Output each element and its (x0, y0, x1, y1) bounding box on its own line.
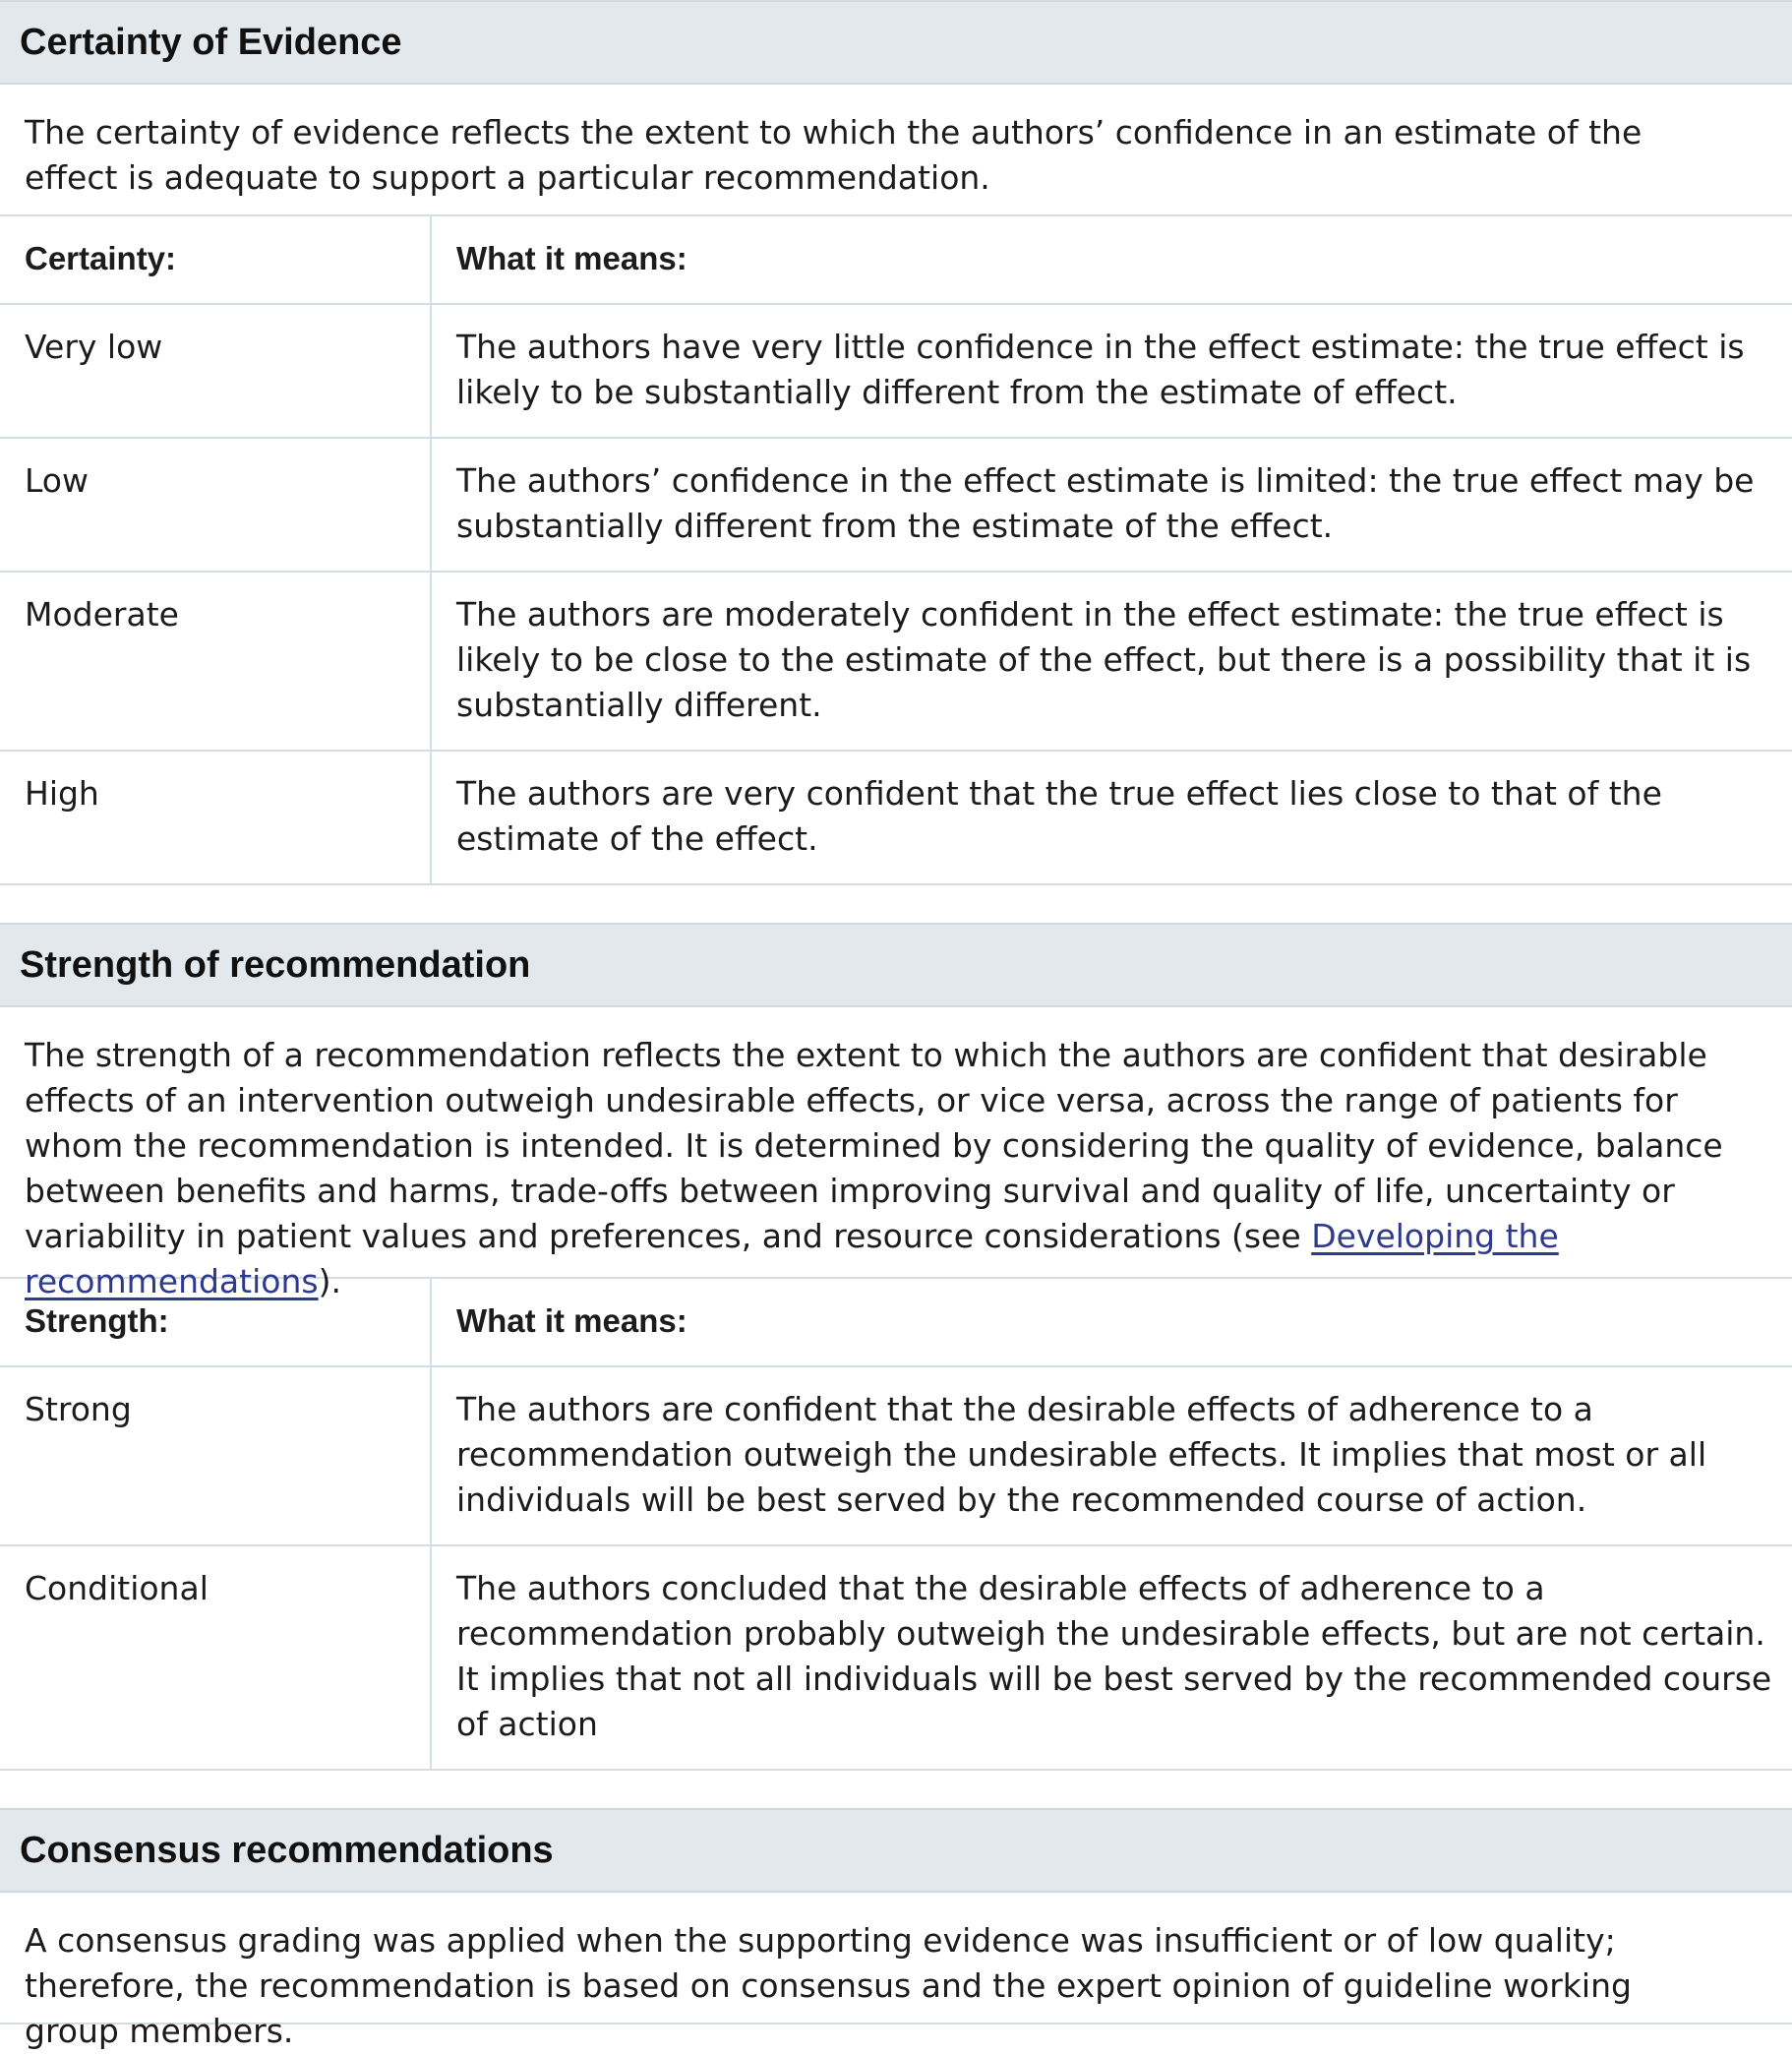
strength-intro-end: ). (318, 1262, 341, 1300)
certainty-level: High (0, 752, 432, 883)
consensus-intro: A consensus grading was applied when the supporting evidence was insufficient or of low quality; therefore, the recommendation is based on consensus and the expert opinion of guideline working group members. (0, 1893, 1792, 2024)
table-row (0, 573, 1792, 752)
table-row (0, 752, 1792, 885)
section-gap (0, 1771, 1792, 1808)
certainty-meaning: The authors have very little confidence in the effect estimate: the true effect is likely to be substantially different from the estimate of effect. (456, 328, 1745, 411)
strength-heading: Strength of recommendation (0, 923, 1792, 1007)
strength-level: Strong (0, 1367, 432, 1544)
certainty-meaning: The authors are very confident that the true effect lies close to that of the estimate of the effect. (456, 774, 1662, 858)
table-row (0, 1367, 1792, 1546)
certainty-intro: The certainty of evidence reflects the extent to which the authors’ confidence in an estimate of the effect is adequate to support a particular recommendation. (0, 85, 1792, 216)
certainty-level: Low (0, 439, 432, 571)
meaning-col-header: What it means: (456, 1302, 687, 1339)
developing-recommendations-link[interactable]: Developing the recommendations (25, 1217, 1559, 1300)
certainty-level: Moderate (0, 573, 432, 750)
strength-table-header (0, 1279, 1792, 1367)
section-gap (0, 885, 1792, 923)
strength-meaning: The authors concluded that the desirable effects of adherence to a recommendation probably outweigh the undesirable effects, but are not certain. It implies that not all individuals will be best served by the recommended course of action (456, 1569, 1772, 1743)
strength-col-header: Strength: (0, 1279, 432, 1365)
strength-meaning: The authors are confident that the desirable effects of adherence to a recommendation outweigh the undesirable effects. It implies that most or all individuals will be best served by the recommended course of action. (456, 1390, 1707, 1519)
meaning-col-header: What it means: (456, 240, 687, 276)
certainty-table-header (0, 216, 1792, 305)
strength-intro (0, 1007, 1792, 1300)
consensus-section (0, 1808, 1792, 2050)
certainty-meaning: The authors’ confidence in the effect estimate is limited: the true effect may be substantially different from the estimate of the effect. (456, 461, 1755, 545)
certainty-meaning: The authors are moderately confident in the effect estimate: the true effect is likely to be close to the estimate of the effect, but there is a possibility that it is substantially different. (456, 595, 1752, 724)
certainty-heading: Certainty of Evidence (0, 0, 1792, 85)
certainty-col-header: Certainty: (0, 216, 432, 303)
table-row (0, 1546, 1792, 1771)
certainty-level: Very low (0, 305, 432, 437)
table-row (0, 439, 1792, 573)
consensus-heading: Consensus recommendations (0, 1808, 1792, 1893)
strength-section (0, 923, 1792, 1771)
strength-intro-text: The strength of a recommendation reflects the extent to which the authors are confident that desirable effects of an intervention outweigh undesirable effects, or vice versa, across the range of patients for whom the recommendation is intended. It is determined by considering the quality of evidence, balance between benefits and harms, trade-offs between improving survival and quality of life, uncertainty or variability in patient values and preferences, and resource considerations (see (25, 1036, 1723, 1255)
strength-level: Conditional (0, 1546, 432, 1769)
table-row (0, 305, 1792, 439)
certainty-section (0, 0, 1792, 885)
